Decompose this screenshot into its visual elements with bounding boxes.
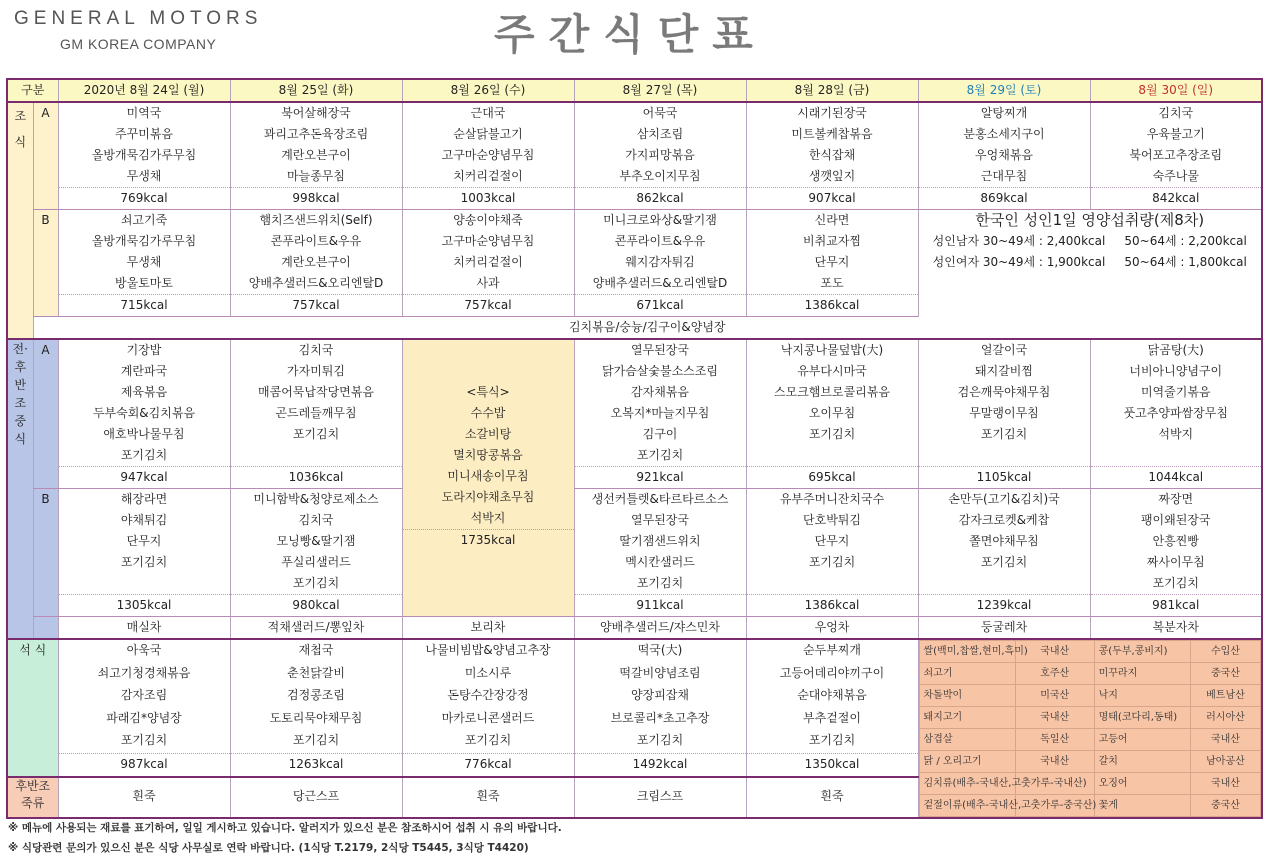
origin-table-cell	[918, 639, 1262, 818]
menu-cell-fri: 1350kcal	[746, 753, 918, 777]
nutrition-title: 한국인 성인1일 영양섭취량(제8차)	[975, 211, 1205, 229]
menu-cell-thu: 671kcal	[574, 295, 746, 317]
menu-cell-sat	[918, 445, 1090, 467]
menu-cell-fri: 포기김치	[746, 730, 918, 753]
menu-cell-mon: 해장라면	[58, 489, 230, 511]
origin-cell: 돼지고기	[919, 707, 1015, 729]
menu-cell-thu: 포기김치	[574, 445, 746, 467]
menu-cell-sat: 1239kcal	[918, 595, 1090, 617]
menu-cell-sat: 무말랭이무침	[918, 403, 1090, 424]
menu-cell-mon: 올방개묵김가루무침	[58, 145, 230, 166]
menu-cell-mon: 감자조림	[58, 685, 230, 708]
menu-cell-thu: 911kcal	[574, 595, 746, 617]
menu-cell-thu: 가지피망볶음	[574, 145, 746, 166]
menu-cell-thu: 떡갈비양념조림	[574, 663, 746, 686]
menu-cell-wed: 돈탕수간장강정	[402, 685, 574, 708]
menu-cell-fri: 1386kcal	[746, 295, 918, 317]
menu-cell-thu: 김구이	[574, 424, 746, 445]
menu-cell-wed: 치커리겉절이	[402, 252, 574, 273]
menu-cell-mon: 포기김치	[58, 730, 230, 753]
menu-cell-thu: 삼치조림	[574, 124, 746, 145]
menu-cell-sun: 짜사이무침	[1090, 552, 1262, 573]
menu-cell-wed: 치커리겉절이	[402, 166, 574, 188]
menu-cell-tue: 계란오븐구이	[230, 252, 402, 273]
gm-logo-text: GENERAL MOTORS	[14, 8, 263, 29]
table-row	[7, 424, 1262, 445]
menu-cell-tue: 1036kcal	[230, 467, 402, 489]
menu-cell-mon: 두부숙회&김치볶음	[58, 403, 230, 424]
special-menu-item: 멸치땅콩볶음	[453, 448, 523, 462]
menu-cell-wed: 고구마순양념무침	[402, 145, 574, 166]
menu-cell-sat: 검은깨묵야채무침	[918, 382, 1090, 403]
menu-cell-thu: 미니크로와상&딸기잼	[574, 210, 746, 232]
special-menu-item: <특식>	[466, 385, 510, 399]
table-row	[7, 467, 1262, 489]
origin-cell: 닭 / 오리고기	[919, 751, 1015, 773]
menu-cell-sun: 842kcal	[1090, 188, 1262, 210]
menu-cell-thu: 포기김치	[574, 573, 746, 595]
origin-row	[919, 685, 1261, 707]
menu-cell-thu: 멕시칸샐러드	[574, 552, 746, 573]
menu-cell-mon: 포기김치	[58, 552, 230, 573]
origin-cell: 명태(코다리,동태)	[1094, 707, 1190, 729]
menu-cell-tue: 가자미튀김	[230, 361, 402, 382]
menu-cell-tue: 재첩국	[230, 639, 402, 663]
porridge-wed: 흰죽	[402, 777, 574, 818]
menu-cell-thu: 생선커틀렛&타르타르소스	[574, 489, 746, 511]
nutrition-info	[918, 210, 1262, 317]
menu-cell-mon: 애호박나물무침	[58, 424, 230, 445]
menu-cell-thu: 오복지*마늘지무침	[574, 403, 746, 424]
origin-cell: 국내산	[1190, 729, 1260, 751]
menu-cell-tue: 푸실리샐러드	[230, 552, 402, 573]
origin-cell: 독일산	[1015, 729, 1094, 751]
lunch-drink-tue: 적채샐러드/뽕잎차	[230, 617, 402, 640]
menu-cell-fri: 순대야채볶음	[746, 685, 918, 708]
menu-cell-mon: 단무지	[58, 531, 230, 552]
menu-cell-sat: 알탕찌개	[918, 102, 1090, 124]
porridge-mon: 흰죽	[58, 777, 230, 818]
special-menu-item: 수수밥	[470, 406, 506, 420]
origin-cell: 국내산	[1015, 641, 1094, 663]
menu-cell-fri: 포기김치	[746, 424, 918, 445]
lunch-drink-sun: 복분자차	[1090, 617, 1262, 640]
menu-cell-fri: 고등어데리야끼구이	[746, 663, 918, 686]
menu-cell-thu: 딸기잼샌드위치	[574, 531, 746, 552]
special-menu-item: 도라지야채초무침	[441, 490, 535, 504]
menu-cell-fri: 생깻잎지	[746, 166, 918, 188]
col-header-category: 구분	[7, 79, 58, 102]
menu-cell-sun: 우육불고기	[1090, 124, 1262, 145]
menu-cell-mon: 무생채	[58, 166, 230, 188]
special-menu-item: 1735kcal	[403, 529, 574, 551]
menu-cell-fri: 단무지	[746, 252, 918, 273]
menu-cell-wed: 776kcal	[402, 753, 574, 777]
origin-cell: 미국산	[1015, 685, 1094, 707]
menu-cell-tue: 북어살해장국	[230, 102, 402, 124]
menu-cell-sun: 1044kcal	[1090, 467, 1262, 489]
menu-cell-thu: 어묵국	[574, 102, 746, 124]
origin-cell: 겉절이류(배추-국내산,고춧가루-중국산)	[919, 795, 1015, 817]
menu-cell-wed: 근대국	[402, 102, 574, 124]
menu-cell-mon: 무생채	[58, 252, 230, 273]
col-header-fri: 8월 28일 (금)	[746, 79, 918, 102]
origin-cell: 갈치	[1094, 751, 1190, 773]
menu-cell-sat: 포기김치	[918, 552, 1090, 573]
menu-cell-thu: 부추오이지무침	[574, 166, 746, 188]
menu-cell-thu: 포기김치	[574, 730, 746, 753]
section-label-lunch: 전·후반조 중식	[7, 339, 33, 639]
col-header-mon: 2020년 8월 24일 (월)	[58, 79, 230, 102]
menu-cell-thu: 열무된장국	[574, 339, 746, 361]
menu-cell-tue: 양배추샐러드&오리엔탈D	[230, 273, 402, 295]
menu-cell-tue: 998kcal	[230, 188, 402, 210]
menu-cell-sun: 석박지	[1090, 424, 1262, 445]
menu-cell-tue	[230, 445, 402, 467]
menu-cell-thu: 콘푸라이트&우유	[574, 231, 746, 252]
gm-korea-text: GM KOREA COMPANY	[60, 36, 217, 52]
menu-cell-tue: 매콤어묵납작당면볶음	[230, 382, 402, 403]
menu-cell-fri	[746, 445, 918, 467]
origin-cell: 국내산	[1190, 773, 1260, 795]
menu-cell-wed: 순살닭불고기	[402, 124, 574, 145]
origin-cell: 꽃게	[1094, 795, 1190, 817]
lunch-drink-thu: 양배추샐러드/쟈스민차	[574, 617, 746, 640]
menu-cell-mon: 미역국	[58, 102, 230, 124]
menu-cell-fri: 907kcal	[746, 188, 918, 210]
menu-cell-sat: 우엉채볶음	[918, 145, 1090, 166]
menu-cell-sat: 1105kcal	[918, 467, 1090, 489]
table-row	[7, 102, 1262, 124]
origin-row	[919, 795, 1261, 817]
menu-cell-fri: 695kcal	[746, 467, 918, 489]
table-row	[7, 339, 1262, 361]
menu-cell-wed: 757kcal	[402, 295, 574, 317]
menu-cell-mon: 계란파국	[58, 361, 230, 382]
lunch-drink-sat: 둥굴레차	[918, 617, 1090, 640]
menu-cell-tue: 980kcal	[230, 595, 402, 617]
menu-cell-sat: 돼지갈비찜	[918, 361, 1090, 382]
menu-cell-sat: 분홍소세지구이	[918, 124, 1090, 145]
menu-cell-fri: 순두부찌개	[746, 639, 918, 663]
group-label-a: A	[33, 102, 58, 210]
page-title: 주간식단표	[494, 10, 767, 59]
table-row	[7, 531, 1262, 552]
lunch-drink-mon: 매실차	[58, 617, 230, 640]
menu-cell-fri: 단호박튀김	[746, 510, 918, 531]
menu-cell-wed: 마카로니콘샐러드	[402, 708, 574, 731]
table-row	[7, 595, 1262, 617]
menu-cell-sun: 너비아니양념구이	[1090, 361, 1262, 382]
menu-cell-sun: 숙주나물	[1090, 166, 1262, 188]
menu-cell-tue: 1263kcal	[230, 753, 402, 777]
menu-cell-wed: 나물비빔밥&양념고추장	[402, 639, 574, 663]
special-menu-item: 석박지	[470, 511, 506, 525]
table-row	[7, 317, 1262, 340]
origin-row	[919, 707, 1261, 729]
menu-cell-fri: 1386kcal	[746, 595, 918, 617]
menu-cell-fri	[746, 573, 918, 595]
menu-cell-fri: 포도	[746, 273, 918, 295]
lunch-drink-wed: 보리차	[402, 617, 574, 640]
table-row	[7, 361, 1262, 382]
menu-cell-mon: 올방개묵김가루무침	[58, 231, 230, 252]
table-row	[7, 166, 1262, 188]
special-menu-item: 미니새송이무침	[447, 469, 529, 483]
origin-cell: 낙지	[1094, 685, 1190, 707]
menu-cell-fri: 유부다시마국	[746, 361, 918, 382]
menu-cell-sat: 쫄면야채무침	[918, 531, 1090, 552]
menu-cell-mon: 야채튀김	[58, 510, 230, 531]
table-row	[7, 124, 1262, 145]
group-label-b: B	[33, 210, 58, 317]
menu-cell-fri: 오이무침	[746, 403, 918, 424]
header-row	[7, 79, 1262, 102]
nutrition-male: 성인남자 30~49세 : 2,400kcal 50~64세 : 2,200kcal	[932, 234, 1247, 248]
origin-row	[919, 729, 1261, 751]
menu-cell-tue: 미니함박&청양로제소스	[230, 489, 402, 511]
menu-cell-sun: 미역줄기볶음	[1090, 382, 1262, 403]
menu-cell-tue: 춘천닭갈비	[230, 663, 402, 686]
table-row	[7, 552, 1262, 573]
weekly-menu-table	[6, 78, 1263, 819]
origin-cell: 쌀(백미,찹쌀,현미,흑미)	[919, 641, 1015, 663]
menu-cell-thu: 양장피잡채	[574, 685, 746, 708]
origin-row	[919, 641, 1261, 663]
menu-cell-tue: 포기김치	[230, 730, 402, 753]
menu-cell-mon: 1305kcal	[58, 595, 230, 617]
table-row	[7, 145, 1262, 166]
menu-cell-tue: 포기김치	[230, 424, 402, 445]
menu-cell-wed: 포기김치	[402, 730, 574, 753]
menu-cell-mon: 파래김*양념장	[58, 708, 230, 731]
origin-cell: 중국산	[1190, 663, 1260, 685]
menu-cell-fri: 시래기된장국	[746, 102, 918, 124]
menu-cell-mon: 방울토마토	[58, 273, 230, 295]
origin-cell: 러시아산	[1190, 707, 1260, 729]
menu-cell-fri: 단무지	[746, 531, 918, 552]
menu-cell-sun: 포기김치	[1090, 573, 1262, 595]
menu-cell-sun: 김치국	[1090, 102, 1262, 124]
origin-cell: 삼겹살	[919, 729, 1015, 751]
menu-cell-thu: 862kcal	[574, 188, 746, 210]
group-label-a: A	[33, 339, 58, 489]
origin-cell: 오징어	[1094, 773, 1190, 795]
menu-cell-sat: 근대무침	[918, 166, 1090, 188]
menu-cell-sat: 감자크로켓&케찹	[918, 510, 1090, 531]
origin-cell: 남아공산	[1190, 751, 1260, 773]
breakfast-extra: 김치볶음/숭늉/김구이&양념장	[33, 317, 1262, 340]
menu-cell-wed: 고구마순양념무침	[402, 231, 574, 252]
menu-cell-sun: 981kcal	[1090, 595, 1262, 617]
menu-cell-wed: 양송이야채죽	[402, 210, 574, 232]
table-row	[7, 489, 1262, 511]
origin-cell: 콩(두부,콩비지)	[1094, 641, 1190, 663]
menu-cell-mon: 주꾸미볶음	[58, 124, 230, 145]
menu-cell-mon	[58, 573, 230, 595]
menu-cell-sat: 손만두(고기&김치)국	[918, 489, 1090, 511]
menu-cell-tue: 계란오븐구이	[230, 145, 402, 166]
table-row	[7, 382, 1262, 403]
table-row	[7, 445, 1262, 467]
special-menu-cell	[402, 339, 574, 617]
table-row	[7, 403, 1262, 424]
menu-cell-fri: 미트볼케찹볶음	[746, 124, 918, 145]
menu-cell-sun	[1090, 445, 1262, 467]
menu-cell-thu: 921kcal	[574, 467, 746, 489]
menu-cell-mon: 포기김치	[58, 445, 230, 467]
nutrition-female: 성인여자 30~49세 : 1,900kcal 50~64세 : 1,800kcal	[932, 255, 1247, 269]
menu-cell-fri: 낙지콩나물덮밥(大)	[746, 339, 918, 361]
menu-cell-sun: 안흥찐빵	[1090, 531, 1262, 552]
menu-cell-mon: 쇠고기청경채볶음	[58, 663, 230, 686]
menu-cell-mon: 쇠고기죽	[58, 210, 230, 232]
menu-cell-thu: 감자채볶음	[574, 382, 746, 403]
col-header-thu: 8월 27일 (목)	[574, 79, 746, 102]
origin-cell: 고등어	[1094, 729, 1190, 751]
menu-cell-sun: 짜장면	[1090, 489, 1262, 511]
menu-cell-sat: 포기김치	[918, 424, 1090, 445]
menu-cell-thu: 브로콜리*초고추장	[574, 708, 746, 731]
menu-cell-fri: 포기김치	[746, 552, 918, 573]
menu-cell-tue: 곤드레들깨무침	[230, 403, 402, 424]
menu-cell-thu: 양배추샐러드&오리엔탈D	[574, 273, 746, 295]
menu-cell-thu: 웨지감자튀김	[574, 252, 746, 273]
col-header-tue: 8월 25일 (화)	[230, 79, 402, 102]
menu-cell-sat: 869kcal	[918, 188, 1090, 210]
lunch-drink-fri: 우엉차	[746, 617, 918, 640]
group-label-spacer	[33, 617, 58, 640]
menu-cell-sun: 북어포고추장조림	[1090, 145, 1262, 166]
menu-cell-tue: 도토리묵야채무침	[230, 708, 402, 731]
menu-cell-tue: 콘푸라이트&우유	[230, 231, 402, 252]
origin-cell: 베트남산	[1190, 685, 1260, 707]
table-row	[7, 510, 1262, 531]
col-header-sat: 8월 29일 (토)	[918, 79, 1090, 102]
menu-cell-tue: 포기김치	[230, 573, 402, 595]
menu-cell-thu: 열무된장국	[574, 510, 746, 531]
menu-cell-mon: 제육볶음	[58, 382, 230, 403]
section-label-late: 후반조 죽류	[7, 777, 58, 818]
section-label-dinner: 석 식	[7, 639, 58, 777]
allergy-note: ※ 메뉴에 사용되는 재료를 표기하여, 일일 게시하고 있습니다. 알러지가 있으신 분은 참조하시어 섭취 시 유의 바랍니다.	[8, 822, 562, 834]
menu-cell-sun: 팽이왜된장국	[1090, 510, 1262, 531]
menu-cell-tue: 김치국	[230, 510, 402, 531]
porridge-tue: 당근스프	[230, 777, 402, 818]
menu-cell-wed: 미소시루	[402, 663, 574, 686]
origin-row	[919, 663, 1261, 685]
menu-cell-mon: 아욱국	[58, 639, 230, 663]
menu-cell-fri: 비취교자찜	[746, 231, 918, 252]
menu-cell-fri: 유부주머니잔치국수	[746, 489, 918, 511]
col-header-sun: 8월 30일 (일)	[1090, 79, 1262, 102]
menu-cell-tue: 햄치즈샌드위치(Self)	[230, 210, 402, 232]
menu-cell-mon: 769kcal	[58, 188, 230, 210]
origin-cell: 국내산	[1015, 707, 1094, 729]
origin-cell: 국내산	[1015, 751, 1094, 773]
menu-cell-sat: 얼갈이국	[918, 339, 1090, 361]
menu-cell-mon: 기장밥	[58, 339, 230, 361]
menu-cell-tue: 검정콩조림	[230, 685, 402, 708]
origin-cell: 쇠고기	[919, 663, 1015, 685]
table-row	[7, 639, 1262, 663]
origin-cell: 수입산	[1190, 641, 1260, 663]
table-row	[7, 210, 1262, 232]
menu-cell-tue: 모닝빵&딸기잼	[230, 531, 402, 552]
origin-row	[919, 773, 1261, 795]
menu-cell-tue: 757kcal	[230, 295, 402, 317]
menu-cell-tue: 꽈리고추돈육장조림	[230, 124, 402, 145]
menu-cell-thu: 떡국(大)	[574, 639, 746, 663]
origin-cell: 호주산	[1015, 663, 1094, 685]
menu-cell-thu: 1492kcal	[574, 753, 746, 777]
special-menu-item: 소갈비탕	[464, 427, 512, 441]
origin-row	[919, 751, 1261, 773]
menu-cell-tue: 김치국	[230, 339, 402, 361]
menu-cell-mon: 715kcal	[58, 295, 230, 317]
origin-table	[919, 640, 1262, 817]
menu-cell-tue: 마늘종무침	[230, 166, 402, 188]
porridge-fri: 흰죽	[746, 777, 918, 818]
table-row	[7, 188, 1262, 210]
section-label-breakfast: 조 식	[7, 102, 33, 339]
menu-cell-sun: 풋고추양파쌈장무침	[1090, 403, 1262, 424]
menu-cell-wed: 1003kcal	[402, 188, 574, 210]
menu-cell-fri: 한식잡채	[746, 145, 918, 166]
menu-cell-sun: 닭곰탕(大)	[1090, 339, 1262, 361]
menu-cell-sat	[918, 573, 1090, 595]
origin-cell: 차돌박이	[919, 685, 1015, 707]
origin-cell: 미꾸라지	[1094, 663, 1190, 685]
porridge-thu: 크림스프	[574, 777, 746, 818]
contact-note: ※ 식당관련 문의가 있으신 분은 식당 사무실로 연락 바랍니다. (1식당 T.2179, 2식당 T5445, 3식당 T4420)	[8, 842, 529, 854]
group-label-b: B	[33, 489, 58, 617]
page-header	[0, 0, 1266, 78]
menu-cell-wed: 사과	[402, 273, 574, 295]
menu-cell-fri: 부추겉절이	[746, 708, 918, 731]
menu-cell-fri: 스모크햄브로콜리볶음	[746, 382, 918, 403]
col-header-wed: 8월 26일 (수)	[402, 79, 574, 102]
menu-cell-fri: 신라면	[746, 210, 918, 232]
menu-cell-mon: 987kcal	[58, 753, 230, 777]
origin-cell: 김치류(배추-국내산,고춧가루-국내산)	[919, 773, 1015, 795]
table-row	[7, 617, 1262, 640]
origin-cell: 중국산	[1190, 795, 1260, 817]
menu-cell-thu: 닭가슴살숯불소스조림	[574, 361, 746, 382]
menu-cell-mon: 947kcal	[58, 467, 230, 489]
table-row	[7, 573, 1262, 595]
